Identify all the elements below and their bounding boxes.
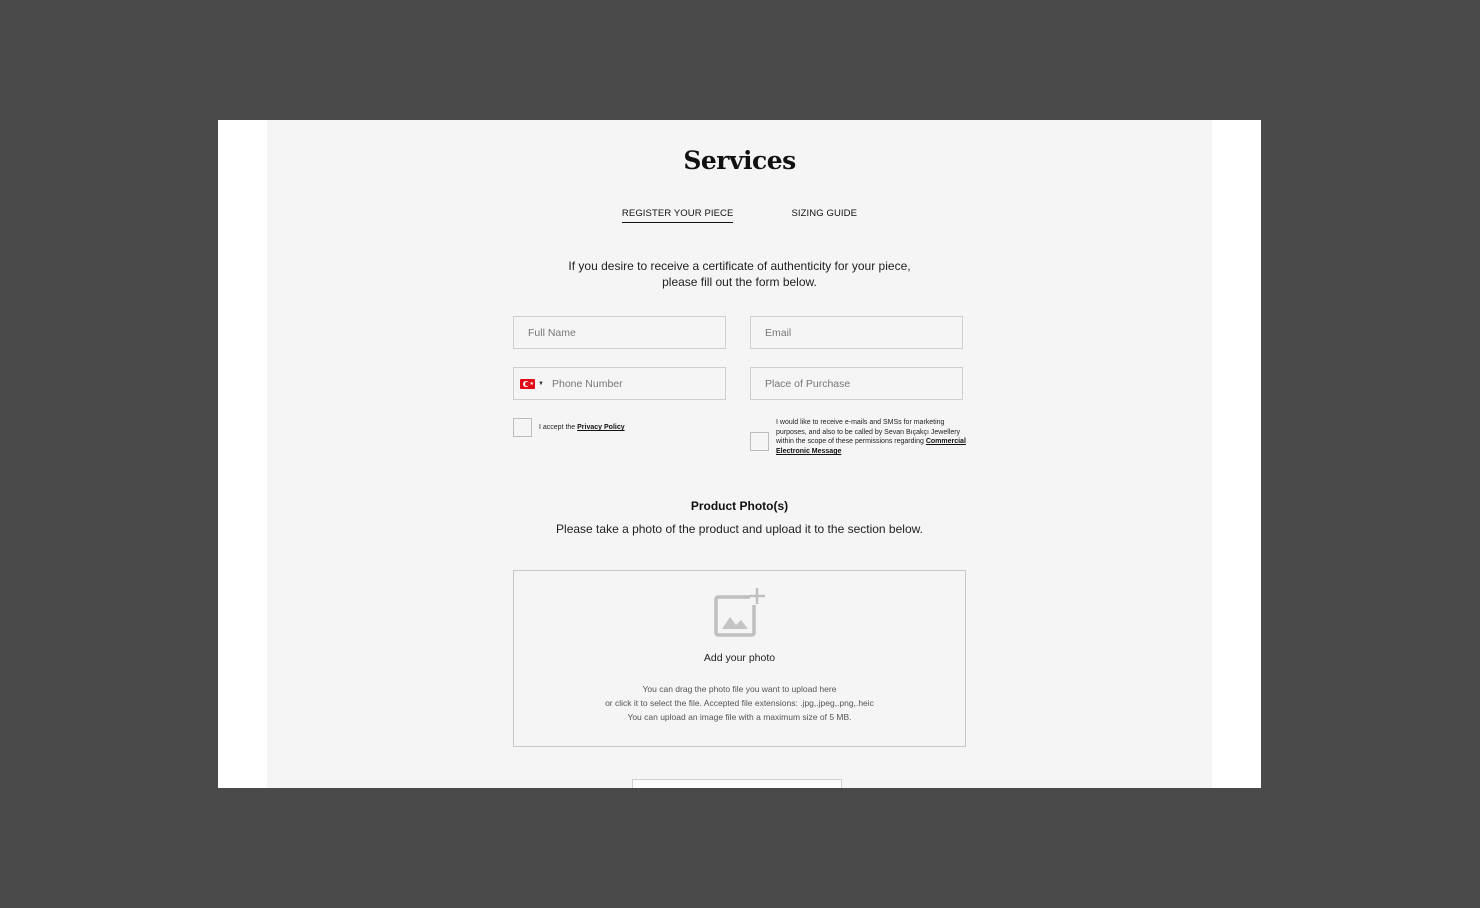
- upload-help-line-1: You can drag the photo file you want to upload here: [642, 684, 837, 694]
- upload-help-line-3: You can upload an image file with a maximum size of 5 MB.: [627, 712, 852, 722]
- marketing-text: I would like to receive e-mails and SMSs for marketing purposes, and also to be called by Sevan Bıçakçı Jewellery within the scope of these permissions regarding: [776, 419, 961, 446]
- add-photo-icon: [714, 587, 766, 639]
- marketing-checkbox[interactable]: [750, 432, 769, 451]
- upload-help-line-2: or click it to select the file. Accepted file extensions: .jpg,.jpeg,.png,.heic: [605, 698, 874, 708]
- full-name-field: [513, 316, 726, 349]
- privacy-label: [539, 423, 625, 433]
- country-code-select[interactable]: [520, 379, 544, 389]
- tab-sizing-guide[interactable]: SIZING GUIDE: [791, 208, 858, 219]
- caret-down-icon: ▼: [538, 381, 544, 387]
- place-of-purchase-input[interactable]: [751, 368, 962, 399]
- upload-help-text: [514, 682, 965, 724]
- upload-title: Add your photo: [703, 652, 776, 664]
- full-name-input[interactable]: [514, 317, 725, 348]
- page-title: Services: [683, 146, 796, 175]
- phone-input[interactable]: [514, 368, 725, 399]
- privacy-checkbox[interactable]: [513, 418, 532, 437]
- place-of-purchase-field: [750, 367, 963, 400]
- marketing-label: [776, 418, 966, 457]
- photo-upload-dropzone[interactable]: [513, 570, 966, 747]
- services-panel: [267, 120, 1212, 788]
- intro-line-1: If you desire to receive a certificate of authenticity for your piece,: [568, 259, 911, 273]
- commercial-electronic-message-link[interactable]: Commercial Electronic Message: [776, 438, 966, 456]
- product-photos-title: Product Photo(s): [690, 499, 789, 513]
- privacy-policy-link[interactable]: Privacy Policy: [577, 424, 625, 431]
- submit-button[interactable]: [632, 779, 842, 788]
- services-tabs: [267, 208, 1212, 223]
- intro-line-2: please fill out the form below.: [662, 275, 817, 289]
- turkey-flag-icon: ★: [520, 379, 535, 389]
- product-photos-subtitle: Please take a photo of the product and upload it to the section below.: [556, 522, 923, 536]
- tab-register-your-piece[interactable]: REGISTER YOUR PIECE: [622, 208, 734, 223]
- privacy-prefix: I accept the: [539, 424, 578, 431]
- phone-field: [513, 367, 726, 400]
- modal-window: [218, 120, 1261, 788]
- email-field: [750, 316, 963, 349]
- email-input[interactable]: [751, 317, 962, 348]
- intro-text: [267, 258, 1212, 290]
